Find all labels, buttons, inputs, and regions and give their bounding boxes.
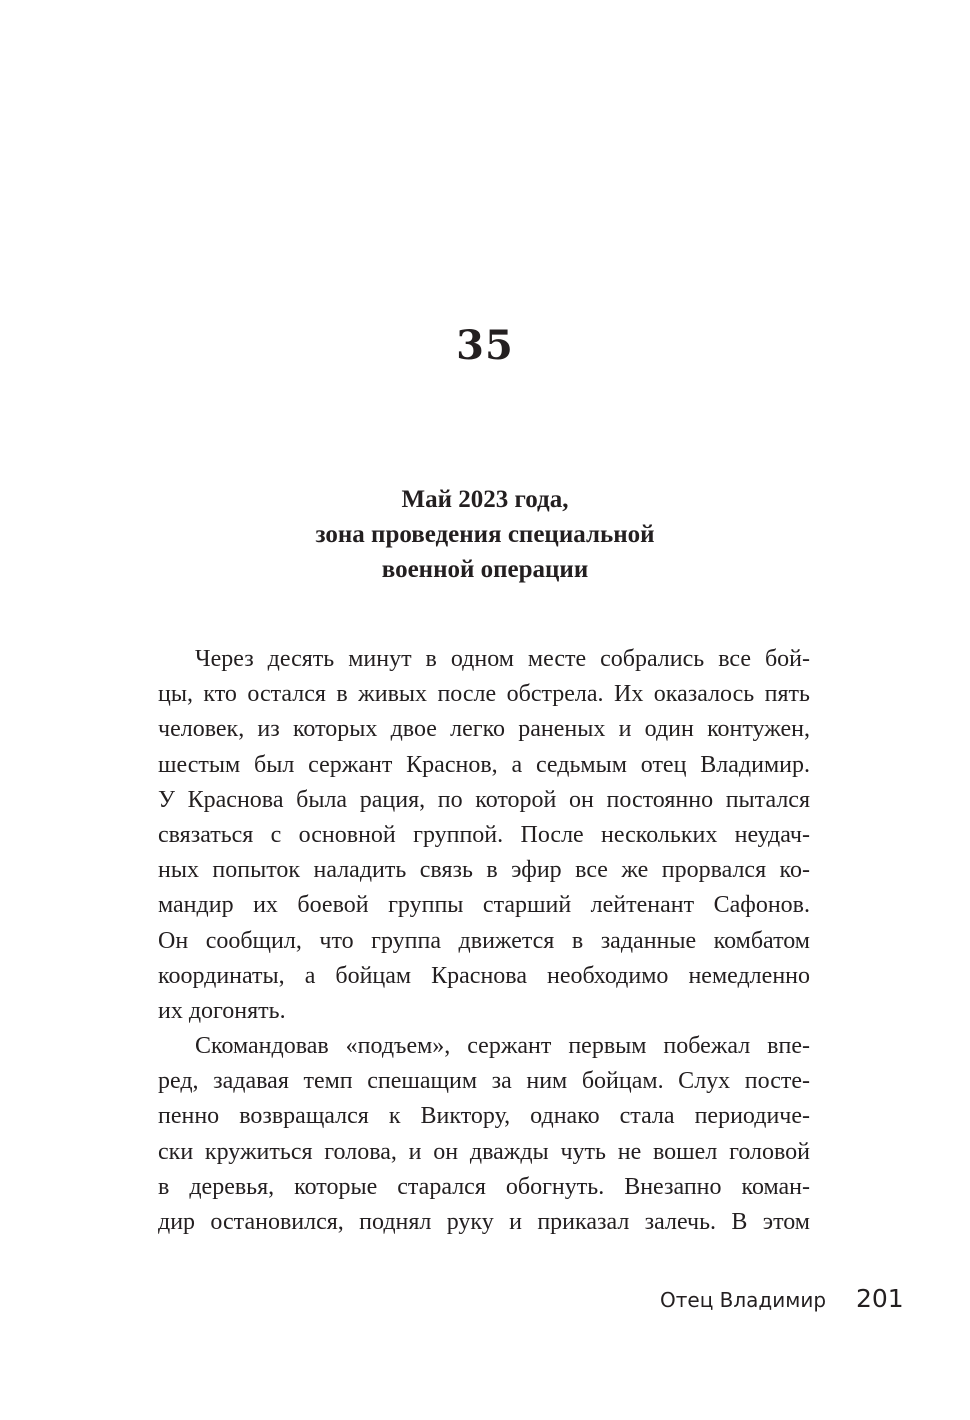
chapter-subtitle [0,482,970,587]
chapter-number: 35 [456,322,514,369]
body-text [158,642,810,1240]
paragraph-line: ски кружиться голова, и он дважды чуть не вошел головой [158,1138,810,1165]
paragraph-line: связаться с основной группой. После нескольких неудач- [158,821,810,848]
paragraph-line: координаты, а бойцам Краснова необходимо немедленно [158,962,810,989]
paragraph-line: шестым был сержант Краснов, а седьмым отец Владимир. [158,751,810,778]
paragraph-line: Он сообщил, что группа движется в заданные комбатом [158,927,810,954]
paragraph-line: ред, задавая темп спешащим за ним бойцам. Слух посте- [158,1068,810,1095]
running-title: Отец Владимир [660,1288,827,1312]
subtitle-line: военной операции [381,556,589,583]
paragraph-line: пенно возвращался к Виктору, однако стала периодиче- [158,1103,810,1130]
page-number: 201 [856,1284,904,1313]
paragraph-line: ных попыток наладить связь в эфир все же прорвался ко- [158,857,810,884]
paragraph-line: цы, кто остался в живых после обстрела. Их оказалось пять [158,681,810,708]
paragraph-line: Скомандовав «подъем», сержант первым побежал впе- [195,1033,810,1060]
paragraph-line: дир остановился, поднял руку и приказал залечь. В этом [158,1209,810,1235]
paragraph-line: Через десять минут в одном месте собрались все бой- [195,646,810,672]
subtitle-line: Май 2023 года, [401,486,569,513]
paragraph-line: человек, из которых двое легко раненых и один контужен, [158,716,810,743]
paragraph-line: их догонять. [158,997,286,1024]
subtitle-line: зона проведения специальной [315,521,655,548]
paragraph-line: мандир их боевой группы старший лейтенант Сафонов. [158,892,810,919]
paragraph-line: У Краснова была рация, по которой он постоянно пытался [158,786,810,813]
paragraph-line: в деревья, которые старался обогнуть. Внезапно коман- [158,1173,810,1200]
